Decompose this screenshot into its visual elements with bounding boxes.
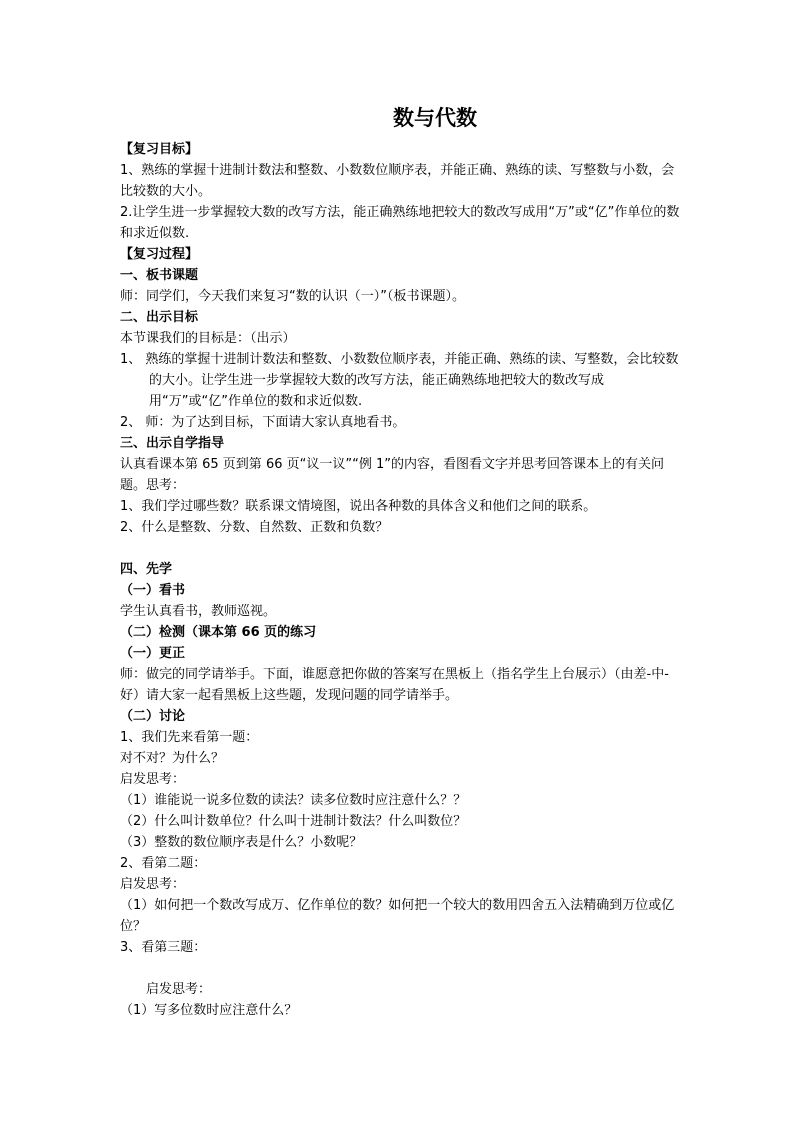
text-line: 学生认真看书，教师巡视。 [120,604,277,619]
text-line [120,538,680,559]
text-line: （1）写多位数时应注意什么？ [120,1003,298,1018]
text-line: 2.让学生进一步掌握较大数的改写方法，能正确熟练地把较大的数改写成用“万”或“亿”作单位的数和求近似数. [120,205,680,241]
section-heading: 四、先学 [120,562,173,577]
text-line: 2、 师：为了达到目标，下面请大家认真地看书。 [120,415,406,430]
section-heading: 【复习目标】 [120,142,199,157]
section-heading: （一）更正 [120,646,186,661]
section-heading: 二、出示目标 [120,310,199,325]
text-line: （3）整数的数位顺序表是什么？小数呢？ [120,835,363,850]
page-title: 数与代数 [393,106,477,130]
text-line: 启发思考： [146,982,212,997]
text-line: 2、看第二题： [120,856,207,871]
text-line: （2）什么叫计数单位？什么叫十进制计数法？什么叫数位？ [120,814,467,829]
text-line: 师：做完的同学请举手。下面，谁愿意把你做的答案写在黑板上（指名学生上台展示）（由差-中-好）请大家一起看黑板上这些题，发现问题的同学请举手。 [120,667,669,703]
text-line: 1、 熟练的掌握十进制计数法和整数、小数数位顺序表，并能正确、熟练的读、写整数，会比较数的大小。让学生进一步掌握较大数的改写方法，能正确熟练地把较大的数改写成用“万”或“亿”作单位的数和求近似数. [120,352,679,409]
text-line: 认真看课本第 65 页到第 66 页“议一议”“例 1”的内容，看图看文字并思考回答课本上的有关问题。思考： [120,457,664,493]
section-heading: 一、板书课题 [120,268,199,283]
text-line: 师：同学们，今天我们来复习“数的认识（一）”（板书课题）。 [120,289,465,304]
text-line: 1、熟练的掌握十进制计数法和整数、小数数位顺序表，并能正确、熟练的读、写整数与小数，会比较数的大小。 [120,163,675,199]
section-heading: 三、出示自学指导 [120,436,225,451]
section-heading: 【复习过程】 [120,247,199,262]
section-heading: （一）看书 [120,583,186,598]
text-line [120,958,680,979]
text-line: 对不对？为什么？ [120,751,225,766]
text-line: 启发思考： [120,772,186,787]
text-line: 3、看第三题： [120,940,207,955]
section-heading: （二）讨论 [120,709,186,724]
text-line: （1）谁能说一说多位数的读法？读多位数时应注意什么？？ [120,793,467,808]
document-body [120,139,680,1021]
text-line: 1、我们学过哪些数？联系课文情境图，说出各种数的具体含义和他们之间的联系。 [120,499,597,514]
text-line: 启发思考： [120,877,186,892]
text-line: 本节课我们的目标是：（出示） [120,331,296,346]
text-line: 2、什么是整数、分数、自然数、正数和负数？ [120,520,389,535]
section-heading: （二）检测（课本第 66 页的练习 [120,625,317,640]
text-line: （1）如何把一个数改写成万、亿作单位的数？如何把一个较大的数用四舍五入法精确到万位或亿位？ [120,898,675,934]
text-line: 1、我们先来看第一题： [120,730,259,745]
